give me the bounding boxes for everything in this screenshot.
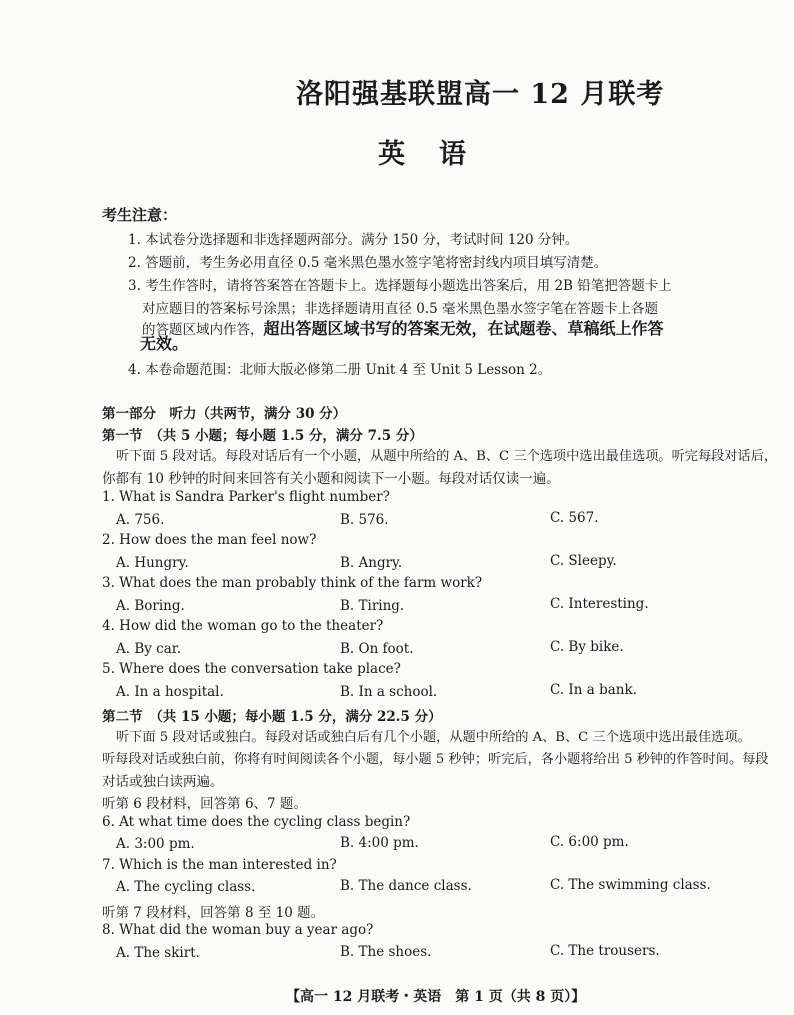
option-b: B. Tiring. [340, 598, 405, 614]
notice-item-3-line-3 [142, 316, 664, 339]
page-footer: 【高一 12 月联考・英语 第 1 页（共 8 页）】 [286, 989, 586, 1005]
option-a: A. In a hospital. [116, 684, 224, 700]
notice-emphasis: 超出答题区域书写的答案无效，在试题卷、草稿纸上作答 [263, 319, 664, 338]
subject-title: 英语 [378, 139, 500, 170]
option-c: C. 567. [550, 510, 599, 526]
option-b: B. The shoes. [340, 944, 432, 960]
option-a: A. The cycling class. [116, 879, 256, 895]
option-c: C. In a bank. [550, 682, 637, 698]
section1-instructions-line-2: 你都有 10 秒钟的时间来回答有关小题和阅读下一小题。每段对话仅读一遍。 [102, 471, 560, 487]
section2-instructions-line-1: 听下面 5 段对话或独白。每段对话或独白后有几个小题，从题中所给的 A、B、C 三个选项中选出最佳选项。 [116, 730, 751, 745]
option-c: C. By bike. [550, 639, 624, 655]
question-stem: 3. What does the man probably think of the farm work? [102, 575, 483, 591]
option-a: A. 756. [116, 512, 165, 528]
notice-item-3-line-1: 3. 考生作答时，请将答案答在答题卡上。选择题每小题选出答案后，用 2B 铅笔把答题卡上 [128, 278, 672, 294]
part1-heading: 第一部分 听力（共两节，满分 30 分） [102, 406, 347, 422]
option-c: C. The swimming class. [550, 877, 711, 893]
notice-item-3-line-4: 无效。 [140, 334, 189, 353]
question-stem: 6. At what time does the cycling class begin? [102, 814, 411, 830]
option-b: B. The dance class. [340, 878, 472, 894]
option-c: C. The trousers. [550, 943, 660, 959]
question-stem: 4. How did the woman go to the theater? [102, 618, 384, 634]
section1-instructions-line-1: 听下面 5 段对话。每段对话后有一个小题，从题中所给的 A、B、C 三个选项中选出最佳选项。听完每段对话后， [116, 449, 778, 464]
question-stem: 7. Which is the man interested in? [102, 857, 337, 873]
question-stem: 1. What is Sandra Parker's flight number? [102, 489, 390, 505]
question-stem: 5. Where does the conversation take place? [102, 661, 401, 677]
notice-item-2: 2. 答题前，考生务必用直径 0.5 毫米黑色墨水签字笔将密封线内项目填写清楚。 [128, 255, 608, 271]
section2-instructions-line-2: 听每段对话或独白前，你将有时间阅读各个小题，每小题 5 秒钟；听完后，各小题将给出 5 秒钟的作答时间。每段 [102, 752, 769, 767]
option-a: A. By car. [116, 641, 182, 657]
question-stem: 8. What did the woman buy a year ago? [102, 922, 374, 938]
section2-heading: 第二节 （共 15 小题；每小题 1.5 分，满分 22.5 分） [102, 709, 442, 725]
option-c: C. 6:00 pm. [550, 834, 629, 850]
notice-item-3-text: 的答题区域内作答， [142, 322, 264, 338]
option-c: C. Interesting. [550, 596, 649, 612]
material-7-heading: 听第 7 段材料，回答第 8 至 10 题。 [102, 905, 325, 921]
material-6-heading: 听第 6 段材料，回答第 6、7 题。 [102, 796, 307, 812]
notice-heading: 考生注意： [102, 206, 178, 224]
option-b: B. 576. [340, 512, 389, 528]
option-a: A. Boring. [116, 598, 185, 614]
option-b: B. Angry. [340, 555, 403, 571]
option-b: B. On foot. [340, 641, 414, 657]
option-a: A. The skirt. [116, 945, 200, 961]
option-a: A. 3:00 pm. [116, 836, 195, 852]
option-a: A. Hungry. [116, 555, 189, 571]
question-stem: 2. How does the man feel now? [102, 532, 317, 548]
notice-item-1: 1. 本试卷分选择题和非选择题两部分。满分 150 分，考试时间 120 分钟。 [128, 232, 579, 248]
option-b: B. In a school. [340, 684, 438, 700]
option-b: B. 4:00 pm. [340, 835, 419, 851]
page-title: 洛阳强基联盟高一 12 月联考 [296, 79, 665, 110]
notice-item-3-line-2: 对应题目的答案标号涂黑；非选择题请用直径 0.5 毫米黑色墨水签字笔在答题卡上各题 [142, 301, 659, 317]
option-c: C. Sleepy. [550, 553, 617, 569]
notice-item-4: 4. 本卷命题范围：北师大版必修第二册 Unit 4 至 Unit 5 Lesson 2。 [128, 362, 552, 378]
section1-heading: 第一节 （共 5 小题；每小题 1.5 分，满分 7.5 分） [102, 428, 423, 444]
section2-instructions-line-3: 对话或独白读两遍。 [102, 774, 224, 790]
